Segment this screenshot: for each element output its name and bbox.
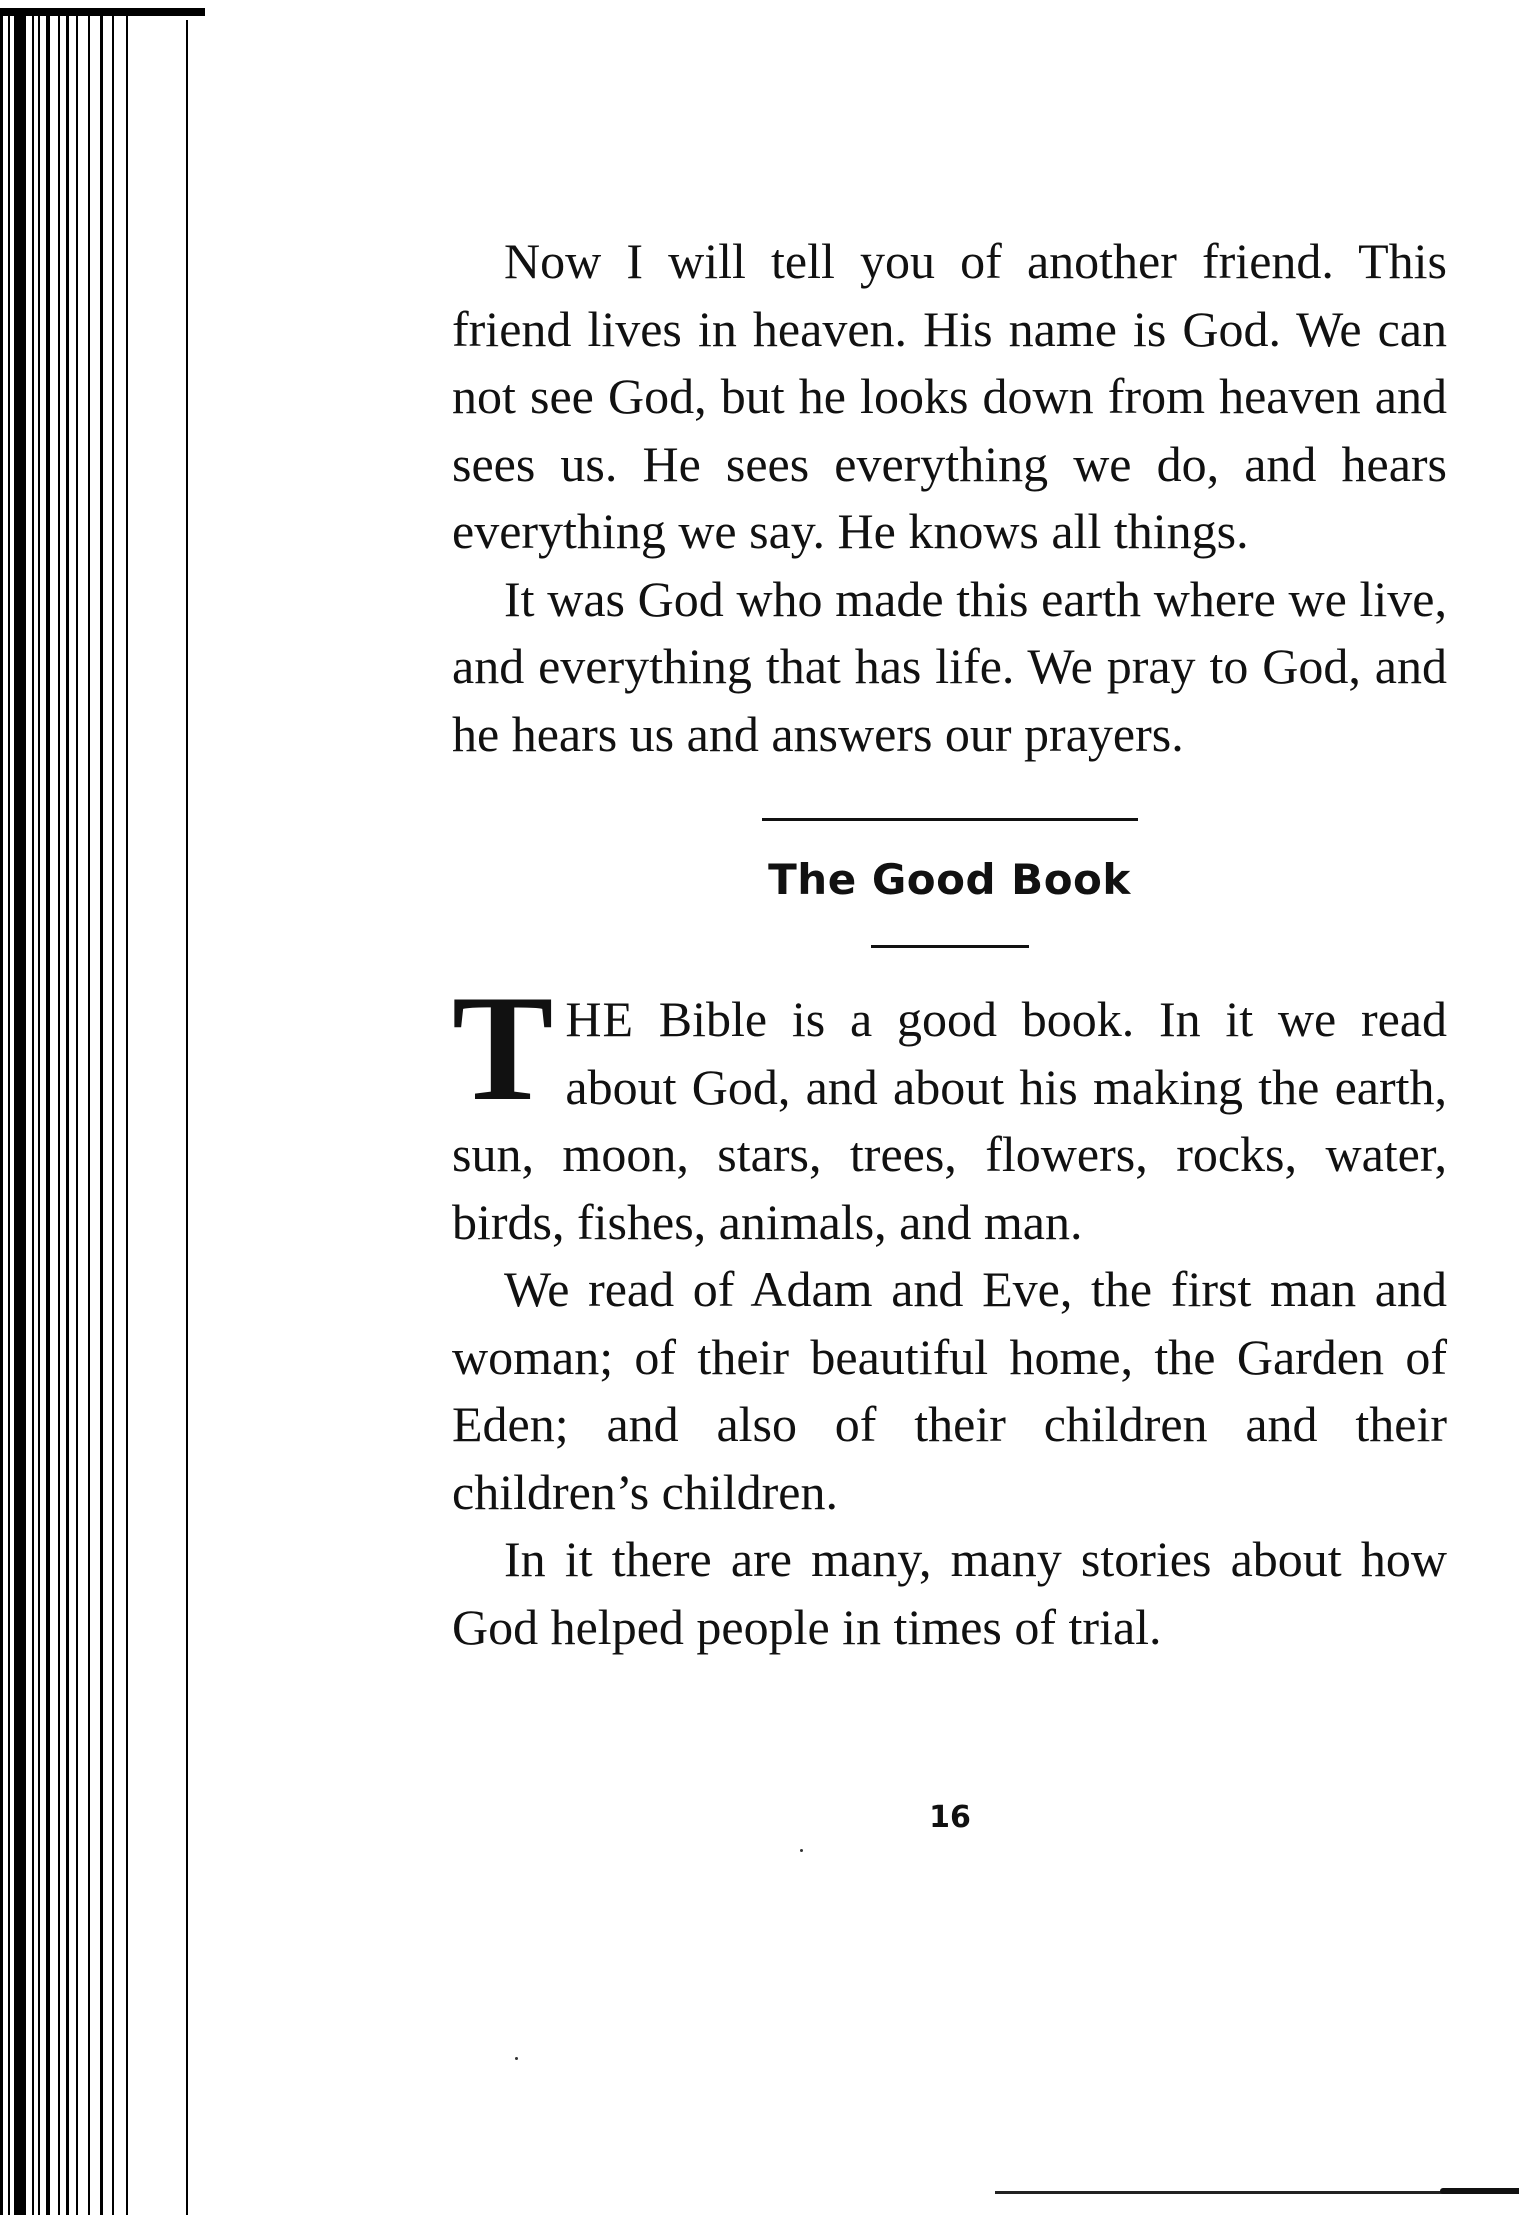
dropcap-lead-caps: HE: [565, 991, 635, 1047]
book-gutter-edges: [0, 0, 210, 2215]
section-heading: The Good Book: [768, 855, 1131, 904]
page-edge-line: [66, 12, 69, 2215]
body-paragraph: It was God who made this earth where we live, and everything that has life. We pray to God, and he hears us and answers our prayers.: [452, 570, 1447, 762]
page-edge-line: [76, 12, 78, 2215]
body-paragraph: Now I will tell you of another friend. This friend lives in heaven. His name is God. We can not see God, but he looks down from heaven and sees us. He sees everything we do, and hears everything we say. He knows all things.: [452, 233, 1447, 559]
page-number: 16: [929, 1800, 971, 1835]
page-edge-line: [112, 12, 114, 2215]
body-paragraph: We read of Adam and Eve, the first man and woman; of their beautiful home, the Garden of Eden; and also of their children and their children’s children.: [452, 1261, 1447, 1520]
page-text-column: [452, 228, 1447, 1661]
page-edge-line: [126, 12, 128, 2215]
body-paragraph: In it there are many, many stories about how God helped people in times of trial.: [452, 1531, 1447, 1655]
scan-speck: [800, 1849, 803, 1852]
page-edge-line: [38, 12, 40, 2215]
section-rule-bottom: [871, 945, 1029, 948]
page-edge-line: [46, 12, 50, 2215]
page-edge-line: [88, 12, 90, 2215]
page-edge-line: [0, 12, 3, 2215]
page-edge-line: [14, 12, 26, 2215]
dropcap-paragraph: [452, 964, 1447, 1256]
bottom-edge-rule-end: [1440, 2188, 1519, 2194]
page-edge-line: [186, 20, 188, 2215]
page-edge-line: [8, 12, 10, 2215]
scan-speck: [515, 2057, 518, 2060]
page-edge-line: [58, 12, 60, 2215]
dropcap-paragraph-text: Bible is a good book. In it we read about God, and about his making the earth, sun, moon, stars, trees, flowers, rocks, water, birds, fishes, animals, and man.: [452, 991, 1447, 1250]
page-edge-line: [32, 12, 34, 2215]
page-edge-line: [100, 12, 103, 2215]
drop-cap-letter: T: [452, 964, 554, 1132]
section-rule-top: [762, 818, 1138, 821]
